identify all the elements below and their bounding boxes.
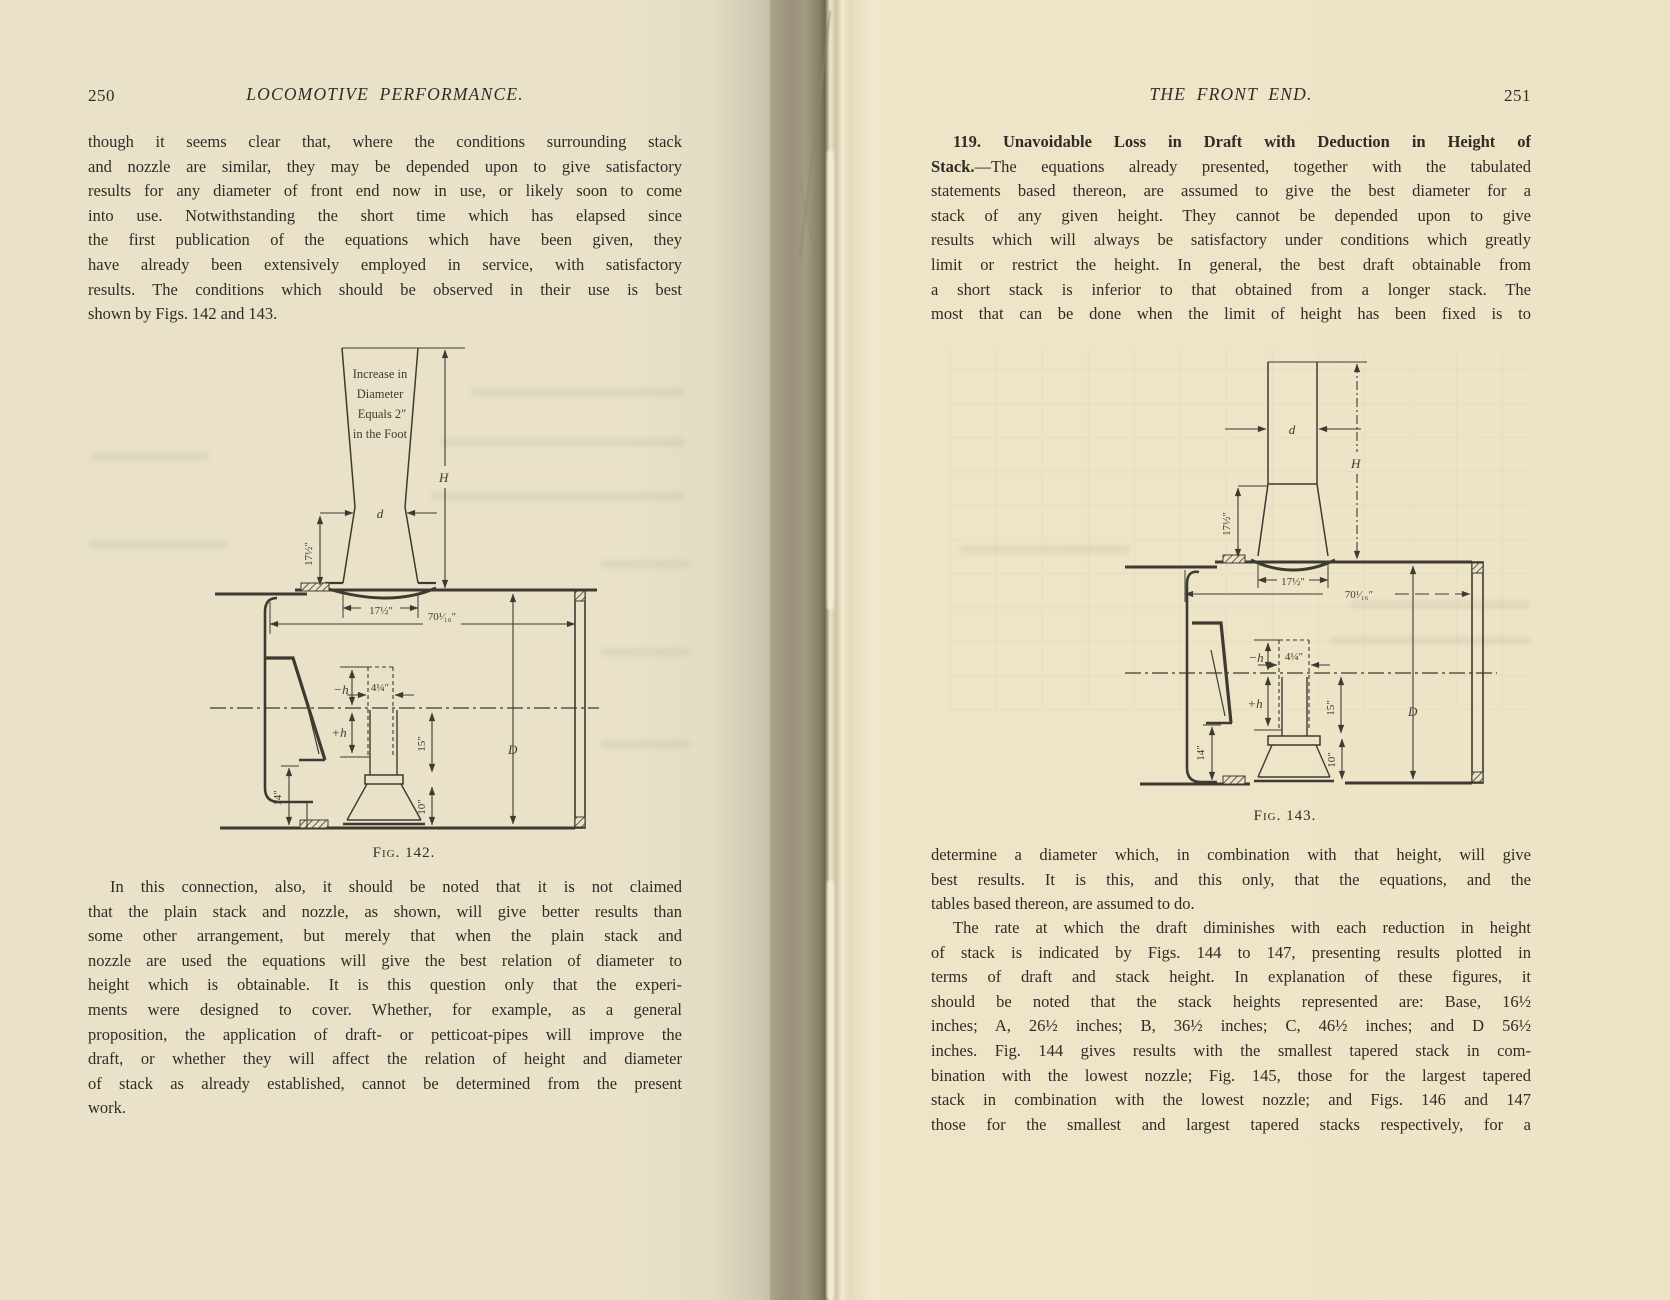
svg-text:17½″: 17½″ xyxy=(1281,576,1305,588)
text-line: some other arrangement, but merely that when the plain stack and xyxy=(88,926,682,946)
svg-text:−h: −h xyxy=(333,682,349,697)
svg-text:14″: 14″ xyxy=(272,790,284,806)
right-page xyxy=(870,0,1670,1300)
text-line: inches. Fig. 144 gives results with the smallest tapered stack in com- xyxy=(931,1040,1531,1060)
text-line: of stack is indicated by Figs. 144 to 147, presenting results plotted in xyxy=(931,942,1531,962)
svg-text:17½″: 17½″ xyxy=(1221,512,1233,536)
book-spine xyxy=(770,0,870,1300)
svg-text:D: D xyxy=(508,742,518,757)
svg-text:4¼″: 4¼″ xyxy=(1284,651,1304,663)
text-line: results for any diameter of front end now in use, or likely soon to come xyxy=(88,181,682,201)
svg-text:Increase in: Increase in xyxy=(352,367,408,381)
svg-text:14″: 14″ xyxy=(1195,745,1207,761)
text-line: results. The conditions which should be observed in their use is best xyxy=(88,279,682,299)
svg-text:10″: 10″ xyxy=(1326,752,1338,768)
text-line: tables based thereon, are assumed to do. xyxy=(931,894,1195,914)
svg-text:d: d xyxy=(376,506,384,521)
text-line: ments were designed to cover. Whether, for example, as a general xyxy=(88,999,682,1019)
svg-text:D: D xyxy=(1408,704,1418,719)
left-page-number: 250 xyxy=(88,86,115,105)
right-paragraph-4 xyxy=(931,916,1531,1137)
figure-143-caption: Fig. 143. xyxy=(1253,808,1317,824)
svg-text:H: H xyxy=(439,470,449,485)
text-line: though it seems clear that, where the conditions surrounding stack xyxy=(88,132,682,151)
right-paragraph-3 xyxy=(931,843,1531,917)
figure-142-drawing xyxy=(195,336,695,848)
stack-outline xyxy=(1251,362,1367,570)
text-line: In this connection, also, it should be noted that it is not claimed xyxy=(110,877,682,896)
left-paragraph-2 xyxy=(88,875,682,1121)
text-line: stack of any given height. They cannot be depended upon to give xyxy=(931,205,1531,225)
text-line: stack in combination with the lowest nozzle; and Figs. 146 and 147 xyxy=(931,1090,1531,1110)
text-line: inches; A, 26½ inches; B, 36½ inches; C, 46½ inches; and D 56½ xyxy=(931,1016,1531,1036)
text-line: bination with the lowest nozzle; Fig. 145, those for the largest tapered xyxy=(931,1065,1531,1085)
svg-text:70¹⁄₁₆″: 70¹⁄₁₆″ xyxy=(427,611,457,623)
text-line: that the plain stack and nozzle, as shown, will give better results than xyxy=(88,901,682,921)
text-line: The rate at which the draft diminishes with each reduction in height xyxy=(953,918,1531,937)
right-running-title: THE FRONT END. xyxy=(1149,84,1313,104)
text-line: limit or restrict the height. In general, the best draft obtainable from xyxy=(931,254,1531,274)
stack-note xyxy=(353,367,408,441)
right-page-number: 251 xyxy=(1504,86,1531,105)
figure-143-drawing xyxy=(1065,340,1505,810)
section-line-2 xyxy=(931,155,1531,180)
svg-text:in the Foot: in the Foot xyxy=(352,427,408,441)
text-line: of stack as already established, cannot be determined from the present xyxy=(88,1073,682,1093)
section-bold-word: Stack. xyxy=(931,156,975,176)
text-line: determine a diameter which, in combination with that height, will give xyxy=(931,845,1531,864)
svg-text:+h: +h xyxy=(331,725,347,740)
svg-text:Equals 2″: Equals 2″ xyxy=(357,407,407,421)
svg-text:+h: +h xyxy=(1247,696,1263,711)
text-line: terms of draft and stack height. In explanation of these figures, it xyxy=(931,967,1531,987)
svg-text:Diameter: Diameter xyxy=(356,387,404,401)
svg-text:H: H xyxy=(1351,456,1361,471)
left-paragraph-1 xyxy=(88,130,682,327)
left-page xyxy=(0,0,790,1300)
svg-text:17½″: 17½″ xyxy=(369,605,393,617)
text-line: draft, or whether they will affect the relation of height and diameter xyxy=(88,1049,682,1069)
text-line: shown by Figs. 142 and 143. xyxy=(88,304,278,324)
text-line: and nozzle are similar, they may be depended upon to give satisfactory xyxy=(88,156,682,176)
svg-text:−h: −h xyxy=(1248,650,1264,665)
text-line: height which is obtainable. It is this question only that the experi- xyxy=(88,975,682,995)
text-line: statements based thereon, are assumed to give the best diameter for a xyxy=(931,181,1531,201)
text-line: best results. It is this, and this only, that the equations, and the xyxy=(931,869,1531,889)
text-line: those for the smallest and largest tapered stacks respectively, for a xyxy=(931,1114,1531,1134)
figure-142-caption: Fig. 142. xyxy=(372,845,436,861)
text-line: proposition, the application of draft- or petticoat-pipes will improve the xyxy=(88,1024,682,1044)
svg-text:10″: 10″ xyxy=(416,799,428,815)
section-line-2-rest: —The equations already presented, together with the tabulated xyxy=(974,156,1531,176)
text-line: results which will always be satisfactory under conditions which greatly xyxy=(931,230,1531,250)
svg-text:70¹⁄₁₆″: 70¹⁄₁₆″ xyxy=(1344,589,1374,601)
text-line: the first publication of the equations which have been given, they xyxy=(88,230,682,250)
svg-text:15″: 15″ xyxy=(1325,700,1337,716)
svg-text:d: d xyxy=(1288,422,1296,437)
text-line: a short stack is inferior to that obtained from a longer stack. The xyxy=(931,279,1531,299)
text-line: work. xyxy=(88,1098,127,1118)
svg-text:17½″: 17½″ xyxy=(303,542,315,566)
text-line: have already been extensively employed in service, with satisfactory xyxy=(88,254,682,274)
text-line: into use. Notwithstanding the short time which has elapsed since xyxy=(88,205,682,225)
text-line: nozzle are used the equations will give the best relation of diameter to xyxy=(88,950,682,970)
smokebox-outline xyxy=(1125,555,1483,784)
svg-text:15″: 15″ xyxy=(416,736,428,752)
section-body xyxy=(931,179,1531,327)
dimensions xyxy=(1185,364,1470,780)
dimension-labels xyxy=(272,470,518,815)
svg-text:4¼″: 4¼″ xyxy=(370,682,390,694)
section-119 xyxy=(931,130,1531,327)
text-line: should be noted that the stack heights represented are: Base, 16½ xyxy=(931,991,1531,1011)
left-running-title: LOCOMOTIVE PERFORMANCE. xyxy=(246,84,524,104)
text-line: most that can be done when the limit of height has been fixed is to xyxy=(931,304,1531,324)
section-heading-line: 119. Unavoidable Loss in Draft with Deduction in Height of xyxy=(953,132,1531,151)
